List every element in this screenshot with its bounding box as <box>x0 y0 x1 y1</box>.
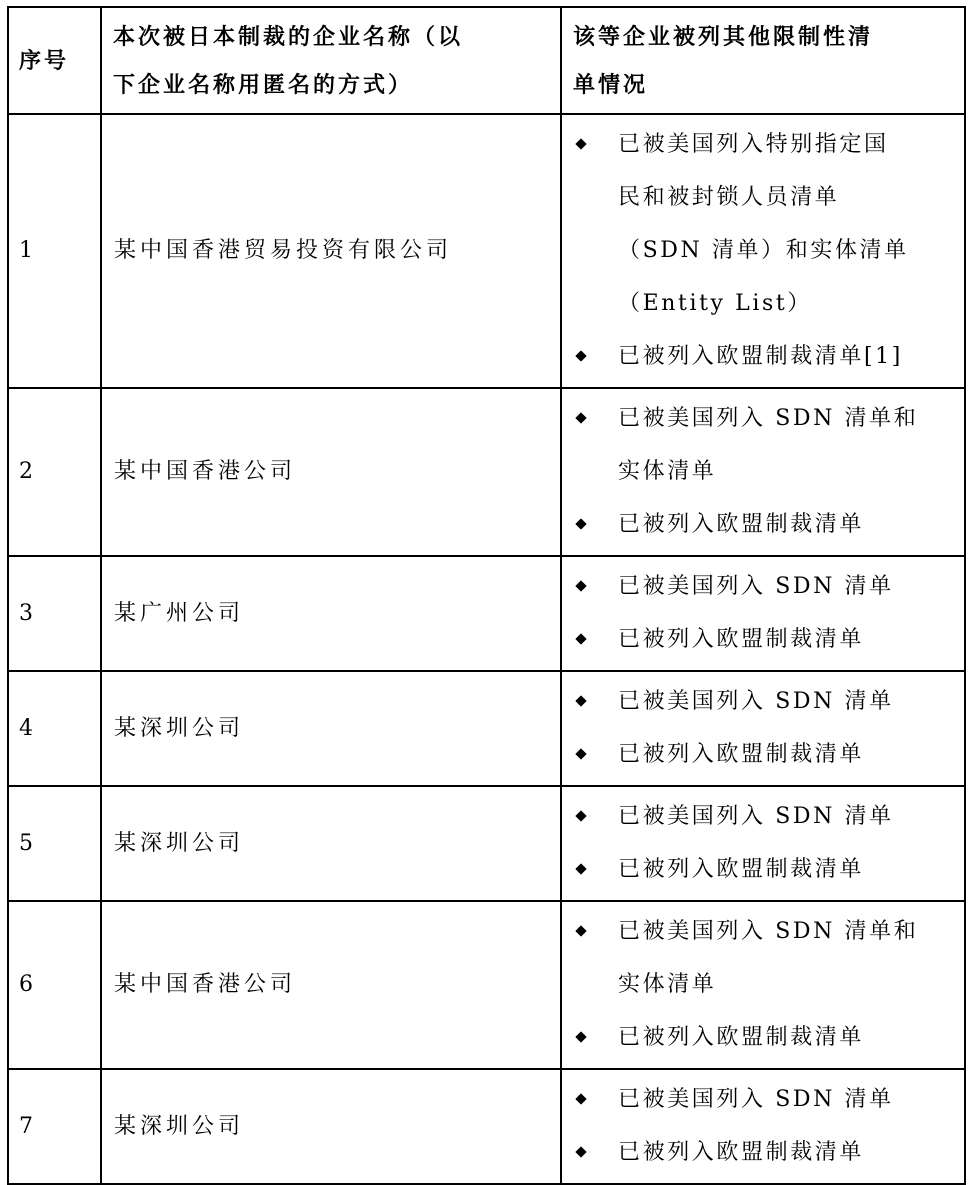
row-number: 6 <box>19 972 33 997</box>
table-row <box>8 786 965 901</box>
restriction-list <box>562 902 964 1068</box>
row-number: 2 <box>19 459 33 484</box>
list-item-continuation <box>562 224 964 277</box>
list-item <box>562 498 964 551</box>
diamond-bullet-icon <box>575 810 586 821</box>
company-name-cell <box>101 901 561 1069</box>
row-number-cell <box>8 1069 101 1184</box>
company-name-cell <box>101 1069 561 1184</box>
restriction-list-cell <box>561 1069 965 1184</box>
table-row <box>8 388 965 556</box>
list-item-text: 已被列入欧盟制裁清单[1] <box>618 344 903 369</box>
diamond-bullet-icon <box>575 1093 586 1104</box>
company-name-cell <box>101 786 561 901</box>
diamond-bullet-icon <box>575 412 586 423</box>
table-row <box>8 114 965 388</box>
list-item <box>562 843 964 896</box>
list-item <box>562 790 964 843</box>
list-item-continuation <box>562 958 964 1011</box>
table-row <box>8 901 965 1069</box>
row-number: 4 <box>19 715 33 741</box>
table-body <box>8 114 965 1184</box>
list-item-text: 实体清单 <box>618 459 717 484</box>
header-list-line-1: 该等企业被列其他限制性清 <box>573 23 874 50</box>
row-number-cell <box>8 671 101 786</box>
list-item-text: 已被美国列入 SDN 清单 <box>618 804 894 829</box>
list-item-continuation <box>562 171 964 224</box>
diamond-bullet-icon <box>575 633 586 644</box>
company-name-cell <box>101 388 561 556</box>
header-no-cell <box>8 7 101 114</box>
header-list-line-2: 单情况 <box>573 71 649 98</box>
list-item-text: 已被美国列入 SDN 清单 <box>618 1087 894 1112</box>
row-number-cell <box>8 786 101 901</box>
restriction-list-cell <box>561 901 965 1069</box>
list-item <box>562 330 964 383</box>
restriction-list <box>562 672 964 785</box>
table-row <box>8 556 965 671</box>
list-item-text: 已被美国列入 SDN 清单 <box>618 689 894 714</box>
list-item-text: 已被美国列入特别指定国 <box>618 132 889 157</box>
list-item-text: 已被美国列入 SDN 清单和 <box>618 919 919 944</box>
header-name-line-2: 下企业名称用匿名的方式） <box>113 71 414 98</box>
row-number-cell <box>8 901 101 1069</box>
table-row <box>8 671 965 786</box>
restriction-list-cell <box>561 671 965 786</box>
list-item <box>562 392 964 445</box>
diamond-bullet-icon <box>575 695 586 706</box>
list-item-continuation <box>562 445 964 498</box>
diamond-bullet-icon <box>575 748 586 759</box>
list-item-text: 已被列入欧盟制裁清单 <box>618 857 865 882</box>
list-item <box>562 613 964 666</box>
row-number-cell <box>8 388 101 556</box>
company-name-cell <box>101 114 561 388</box>
list-item <box>562 728 964 781</box>
table-row <box>8 1069 965 1184</box>
company-name: 某深圳公司 <box>114 715 245 741</box>
restriction-list-cell <box>561 786 965 901</box>
company-name: 某广州公司 <box>114 600 245 626</box>
header-name-line-1: 本次被日本制裁的企业名称（以 <box>113 23 464 50</box>
list-item-text: （Entity List） <box>618 291 812 316</box>
company-name: 某中国香港公司 <box>114 459 297 484</box>
diamond-bullet-icon <box>575 350 586 361</box>
diamond-bullet-icon <box>575 863 586 874</box>
list-item-text: 实体清单 <box>618 972 717 997</box>
restriction-list <box>562 557 964 670</box>
list-item-text: 已被列入欧盟制裁清单 <box>618 742 865 767</box>
list-item <box>562 1011 964 1064</box>
table-header-row <box>8 7 965 114</box>
row-number: 1 <box>19 238 33 263</box>
restriction-list <box>562 389 964 555</box>
company-name: 某深圳公司 <box>114 830 245 856</box>
diamond-bullet-icon <box>575 925 586 936</box>
list-item-text: 民和被封锁人员清单 <box>618 185 840 210</box>
company-name-cell <box>101 556 561 671</box>
company-name: 某中国香港贸易投资有限公司 <box>114 238 453 263</box>
diamond-bullet-icon <box>575 580 586 591</box>
sanctions-table <box>7 6 966 1185</box>
list-item-text: 已被列入欧盟制裁清单 <box>618 1140 865 1165</box>
restriction-list-cell <box>561 114 965 388</box>
list-item <box>562 675 964 728</box>
list-item <box>562 560 964 613</box>
diamond-bullet-icon <box>575 518 586 529</box>
list-item-continuation <box>562 277 964 330</box>
list-item <box>562 905 964 958</box>
row-number-cell <box>8 556 101 671</box>
company-name: 某中国香港公司 <box>114 972 297 997</box>
list-item-text: 已被美国列入 SDN 清单和 <box>618 406 919 431</box>
restriction-list <box>562 115 964 387</box>
row-number: 5 <box>19 830 33 856</box>
row-number-cell <box>8 114 101 388</box>
restriction-list-cell <box>561 556 965 671</box>
list-item-text: 已被列入欧盟制裁清单 <box>618 1025 865 1050</box>
header-no: 序号 <box>19 47 70 74</box>
list-item <box>562 118 964 171</box>
diamond-bullet-icon <box>575 1031 586 1042</box>
list-item-text: 已被列入欧盟制裁清单 <box>618 512 865 537</box>
list-item-text: 已被美国列入 SDN 清单 <box>618 574 894 599</box>
restriction-list-cell <box>561 388 965 556</box>
restriction-list <box>562 1070 964 1183</box>
diamond-bullet-icon <box>575 138 586 149</box>
diamond-bullet-icon <box>575 1146 586 1157</box>
list-item-text: （SDN 清单）和实体清单 <box>618 238 909 263</box>
row-number: 3 <box>19 600 33 626</box>
header-name-cell <box>101 7 561 114</box>
header-list-cell <box>561 7 965 114</box>
restriction-list <box>562 787 964 900</box>
row-number: 7 <box>19 1113 33 1139</box>
company-name: 某深圳公司 <box>114 1113 245 1139</box>
list-item-text: 已被列入欧盟制裁清单 <box>618 627 865 652</box>
list-item <box>562 1073 964 1126</box>
company-name-cell <box>101 671 561 786</box>
